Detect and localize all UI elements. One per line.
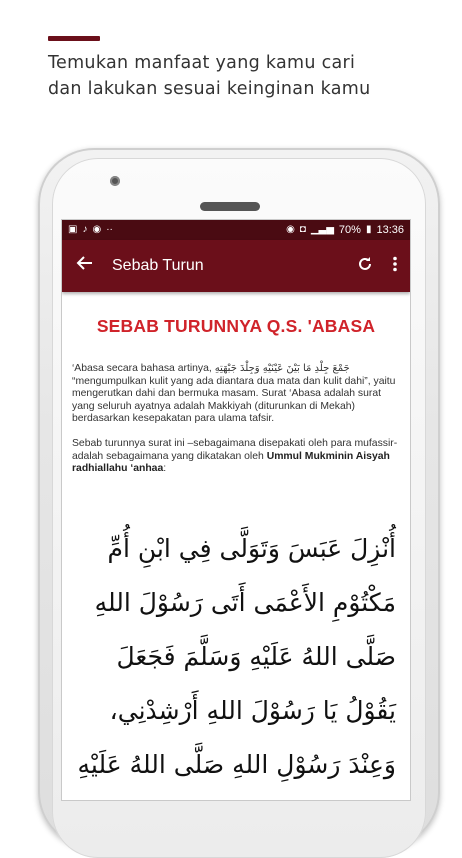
tagline-line-2: dan lakukan sesuai keinginan kamu (48, 79, 371, 99)
para2-prefix: Sebab turunnya surat ini –sebagaimana disepakati oleh para mufassir- adalah sebagaimana yang dikatakan oleh (72, 437, 398, 462)
arabic-line: أُنْزِلَ عَبَسَ وَتَوَلَّى فِي ابْنِ أُمِّ (107, 533, 396, 563)
earpiece-speaker (200, 202, 260, 211)
accent-bar (48, 36, 100, 41)
arabic-line: مَكْتُوْمِ الأَعْمَى أَتَى رَسُوْلَ اللهِ (94, 587, 396, 617)
promo-tagline (48, 50, 448, 102)
article-content (62, 316, 410, 792)
battery-percent: 70% (338, 224, 361, 236)
music-icon: ♪ (82, 224, 88, 235)
front-camera-icon (110, 176, 120, 186)
back-arrow-icon[interactable] (62, 254, 108, 278)
arabic-text-block (72, 522, 400, 792)
shield-icon: ◉ (92, 224, 102, 235)
arabic-line: يَقُوْلُ يَا رَسُوْلَ اللهِ أَرْشِدْنِي، (109, 695, 396, 725)
data-saver-icon: ◘ (299, 224, 306, 235)
more-notifications-icon: ·· (106, 224, 113, 235)
article-paragraph-1 (72, 363, 400, 426)
arabic-line: صَلَّى اللهُ عَلَيْهِ وَسَلَّمَ فَجَعَلَ (116, 641, 396, 671)
arabic-line: وَعِنْدَ رَسُوْلِ اللهِ صَلَّى اللهُ عَلَيْهِ (77, 749, 396, 779)
app-bar (62, 240, 410, 292)
para2-bold: Ummul Mukminin Aisyah radhiallahu ‘anhaa (72, 450, 390, 475)
gallery-icon: ▣ (68, 224, 78, 235)
article-paragraph-2 (72, 438, 400, 476)
para2-suffix: : (163, 463, 167, 475)
signal-icon: ▁▃▅ (310, 224, 334, 235)
app-bar-title: Sebab Turun (112, 257, 204, 274)
para1-arabic: جَمْعَ جِلْدِ مَا بَيْنَ عَيْنَيْهِ وَجِلْدَ جَبْهَتِهِ (214, 363, 350, 374)
status-bar-system (286, 224, 404, 236)
overflow-menu-icon[interactable] (380, 256, 410, 277)
article-heading: SEBAB TURUNNYA Q.S. 'ABASA (96, 316, 376, 336)
phone-screen (62, 220, 410, 800)
para1-rest: “mengumpulkan kulit yang ada diantara dua mata dan kulit dahi”, yaitu mengerutkan dahi dan bermuka masam. Surat ‘Abasa adalah surat yang seluruh ayatnya adalah Makkiyah (diturunkan di Mekah) berdasarkan kesepakatan para ulama tafsir. (72, 375, 396, 425)
para1-prefix: ‘Abasa secara bahasa artinya, (72, 363, 212, 374)
tagline-line-1: Temukan manfaat yang kamu cari (48, 53, 356, 73)
clock: 13:36 (376, 224, 404, 236)
refresh-icon[interactable] (350, 256, 380, 277)
status-bar (62, 220, 410, 240)
status-bar-notifications (68, 225, 113, 235)
battery-icon: ▮ (365, 224, 372, 235)
alarm-icon: ◉ (286, 224, 295, 235)
